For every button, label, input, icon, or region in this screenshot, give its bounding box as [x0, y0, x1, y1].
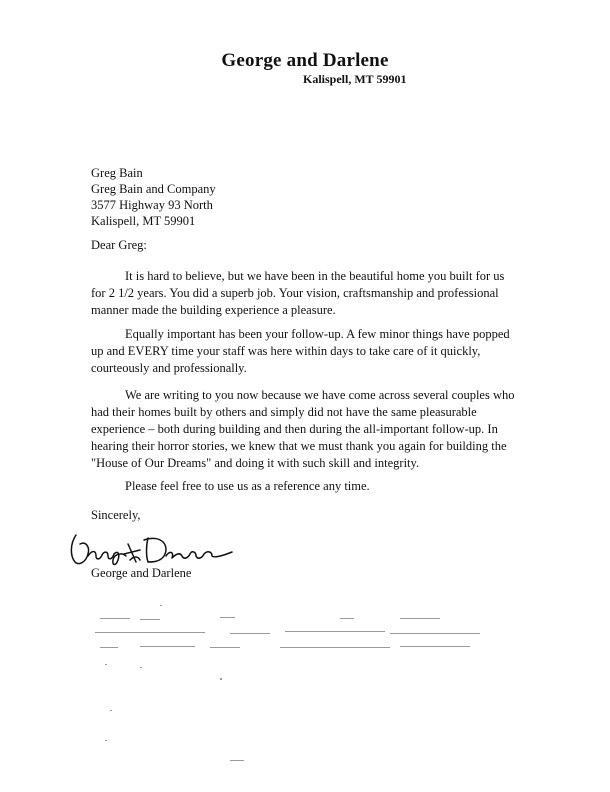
body-paragraph-4: Please feel free to use us as a reference any time.	[125, 479, 370, 493]
scan-noise	[80, 600, 520, 770]
recipient-name: Greg Bain	[91, 166, 143, 180]
body-paragraph-1: It is hard to believe, but we have been in the beautiful home you built for us for 2 1/2 years. You did a superb job. Your vision, craftsmanship and professional manner made the building experience a pleasure.	[91, 269, 505, 317]
handwritten-signature	[66, 532, 236, 568]
recipient-street: 3577 Highway 93 North	[91, 198, 213, 212]
salutation: Dear Greg:	[91, 238, 147, 252]
body-paragraph-3: We are writing to you now because we have come across several couples who had their homes built by others and simply did not have the same pleasurable experience – both during building and then during the all-important follow-up. In hearing their horror stories, we knew that we must thank you again for building the "House of Our Dreams" and doing it with such skill and integrity.	[91, 388, 515, 470]
signer-name: George and Darlene	[91, 566, 192, 580]
recipient-city: Kalispell, MT 59901	[91, 214, 196, 228]
letterhead-name: George and Darlene	[221, 50, 389, 71]
recipient-block	[91, 165, 216, 229]
closing: Sincerely,	[91, 508, 141, 522]
body-paragraph-2: Equally important has been your follow-up. A few minor things have popped up and EVERY time your staff was here within days to take care of it quickly, courteously and professionally.	[91, 327, 510, 375]
letterhead-address: Kalispell, MT 59901	[303, 72, 407, 86]
recipient-company: Greg Bain and Company	[91, 182, 216, 196]
